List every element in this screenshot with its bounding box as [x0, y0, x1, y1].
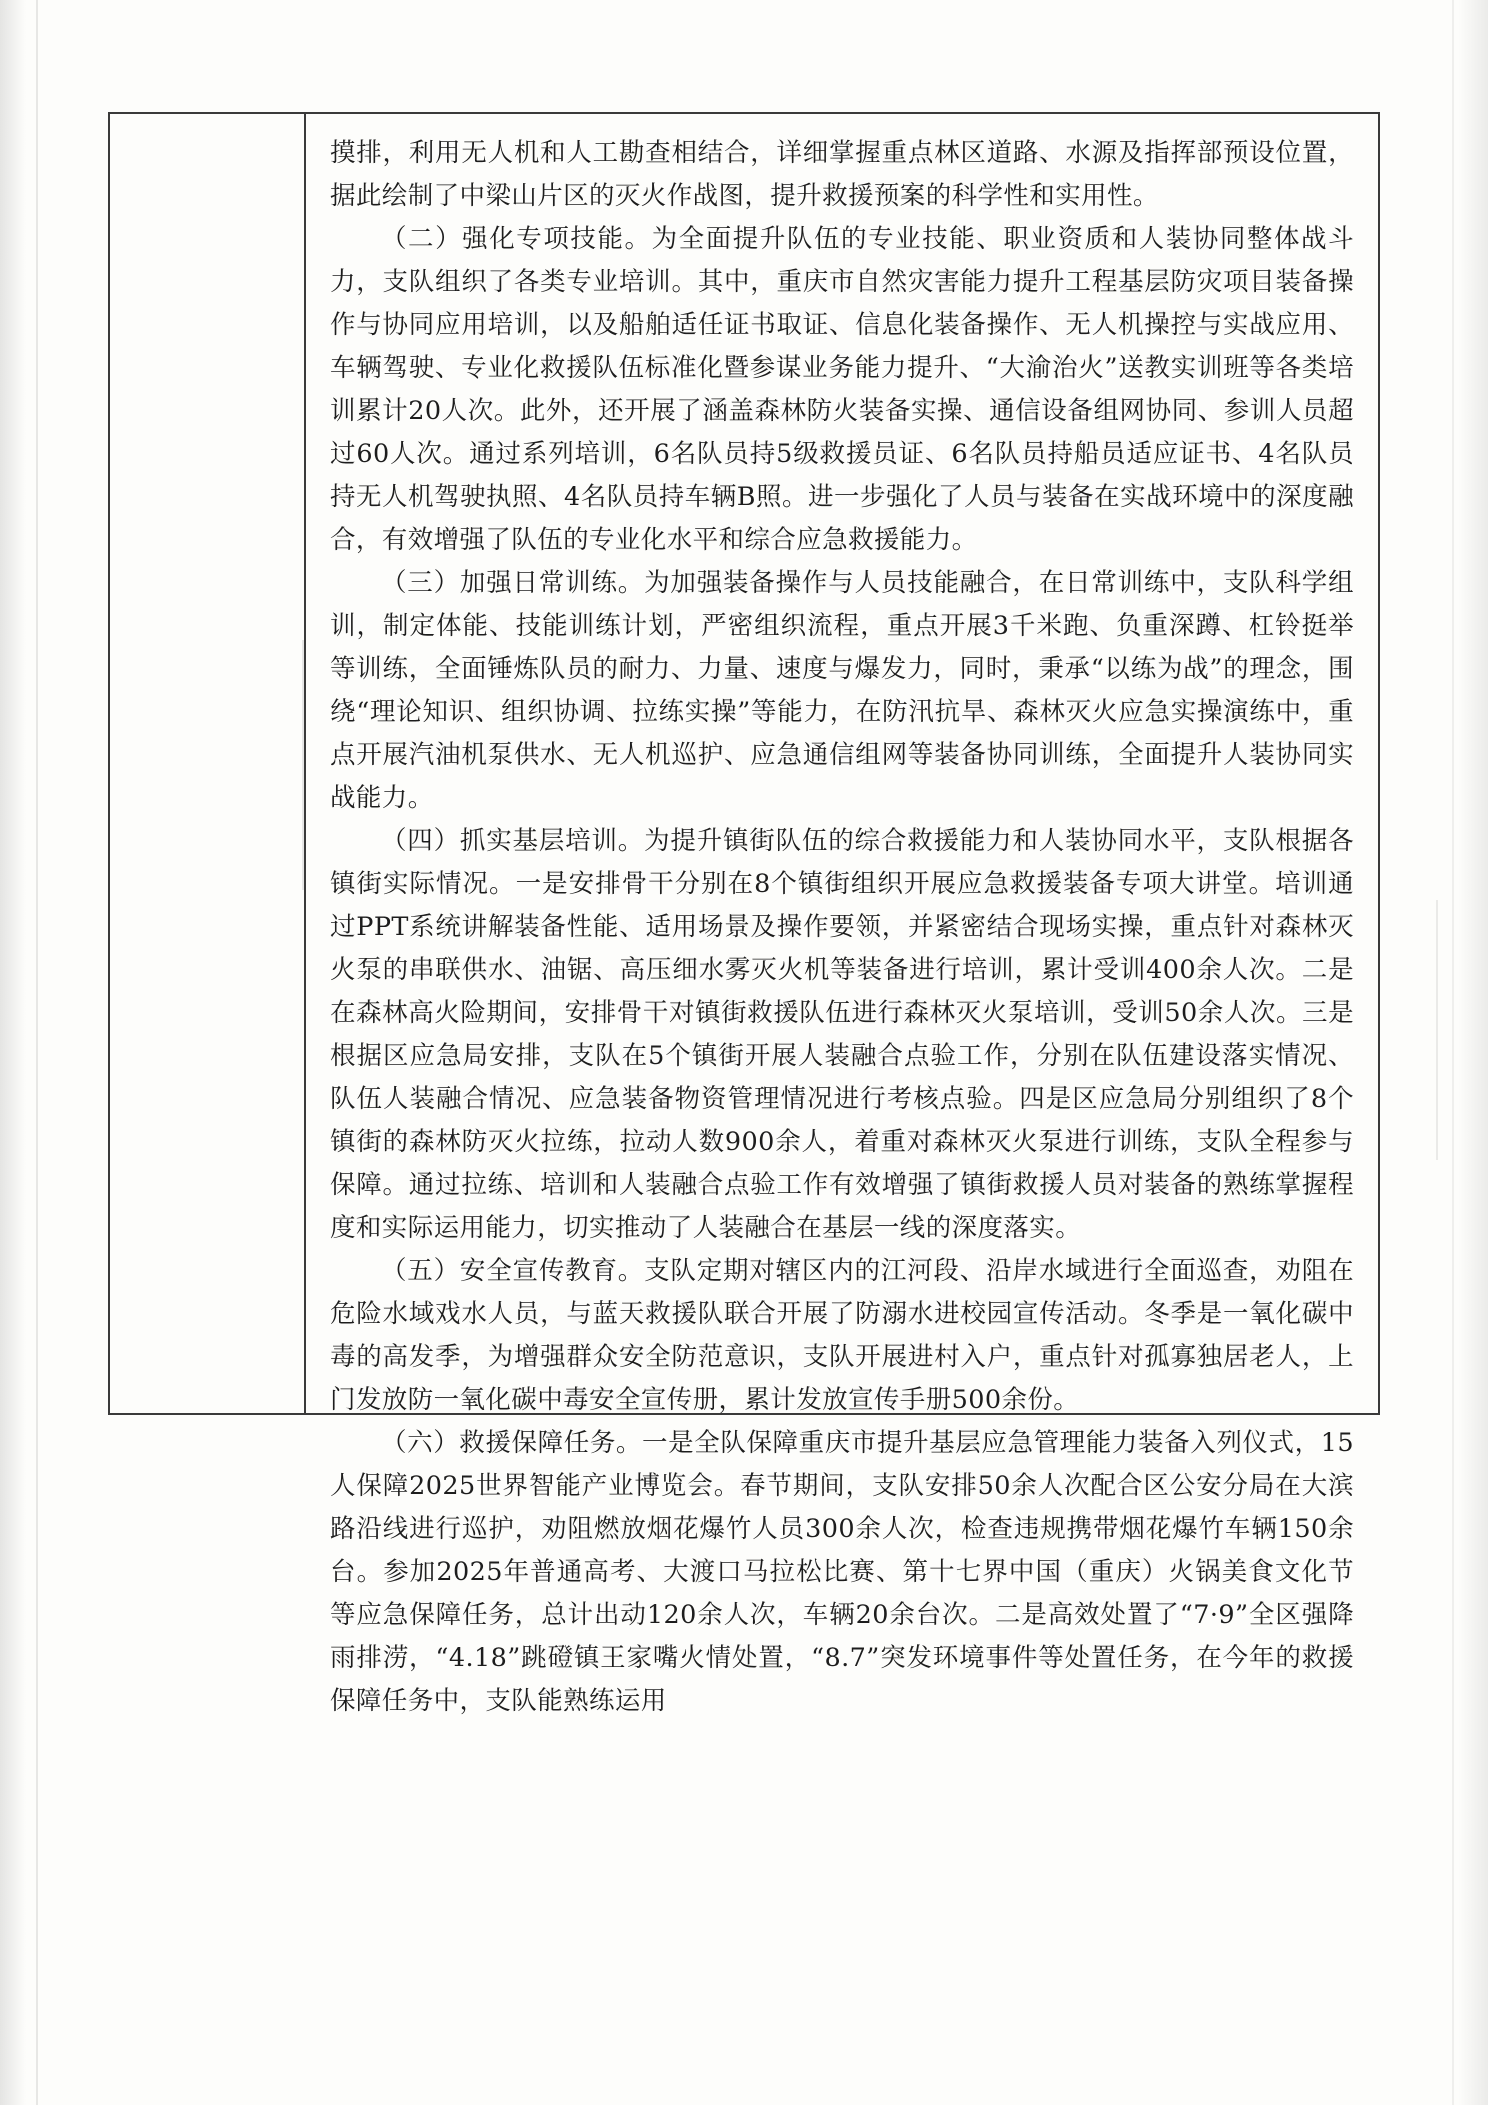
paragraph: （四）抓实基层培训。为提升镇街队伍的综合救援能力和人装协同水平，支队根据各镇街实际情况。一是安排骨干分别在8个镇街组织开展应急救援装备专项大讲堂。培训通过PPT系统讲解装备性能、适用场景及操作要领，并紧密结合现场实操，重点针对森林灭火泵的串联供水、油锯、高压细水雾灭火机等装备进行培训，累计受训400余人次。二是在森林高火险期间，安排骨干对镇街救援队伍进行森林灭火泵培训，受训50余人次。三是根据区应急局安排，支队在5个镇街开展人装融合点验工作，分别在队伍建设落实情况、队伍人装融合情况、应急装备物资管理情况进行考核点验。四是区应急局分别组织了8个镇街的森林防灭火拉练，拉动人数900余人，着重对森林灭火泵进行训练，支队全程参与保障。通过拉练、培训和人装融合点验工作有效增强了镇街救援人员对装备的熟练掌握程度和实际运用能力，切实推动了人装融合在基层一线的深度落实。	[330, 826, 1354, 1243]
document-body	[330, 132, 1354, 1723]
main-content-cell	[306, 114, 1378, 1716]
paragraph: （六）救援保障任务。一是全队保障重庆市提升基层应急管理能力装备入列仪式，15人保障2025世界智能产业博览会。春节期间，支队安排50余人次配合区公安分局在大滨路沿线进行巡护，劝阻燃放烟花爆竹人员300余人次，检查违规携带烟花爆竹车辆150余台。参加2025年普通高考、大渡口马拉松比赛、第十七界中国（重庆）火锅美食文化节等应急保障任务，总计出动120余人次，车辆20余台次。二是高效处置了“7·9”全区强降雨排涝，“4.18”跳磴镇王家嘴火情处置，“8.7”突发环境事件等处置任务，在今年的救援保障任务中，支队能熟练运用	[330, 1428, 1354, 1716]
table-left-column	[110, 114, 306, 1413]
scan-streak	[1452, 0, 1454, 2105]
paragraph: 摸排，利用无人机和人工勘查相结合，详细掌握重点林区道路、水源及指挥部预设位置，据此绘制了中梁山片区的灭火作战图，提升救援预案的科学性和实用性。	[330, 138, 1354, 211]
scan-streak	[1436, 900, 1438, 1160]
scan-edge-shadow-right	[1458, 0, 1488, 2105]
paragraph: （三）加强日常训练。为加强装备操作与人员技能融合，在日常训练中，支队科学组训，制定体能、技能训练计划，严密组织流程，重点开展3千米跑、负重深蹲、杠铃挺举等训练，全面锤炼队员的耐力、力量、速度与爆发力，同时，秉承“以练为战”的理念，围绕“理论知识、组织协调、拉练实操”等能力，在防汛抗旱、森林灭火应急实操演练中，重点开展汽油机泵供水、无人机巡护、应急通信组网等装备协同训练，全面提升人装协同实战能力。	[330, 568, 1354, 813]
scan-edge-shadow-left	[0, 0, 26, 2105]
paragraph: （五）安全宣传教育。支队定期对辖区内的江河段、沿岸水域进行全面巡查，劝阻在危险水域戏水人员，与蓝天救援队联合开展了防溺水进校园宣传活动。冬季是一氧化碳中毒的高发季，为增强群众安全防范意识，支队开展进村入户，重点针对孤寡独居老人，上门发放防一氧化碳中毒安全宣传册，累计发放宣传手册500余份。	[330, 1256, 1354, 1415]
scan-streak	[36, 0, 38, 2105]
paragraph: （二）强化专项技能。为全面提升队伍的专业技能、职业资质和人装协同整体战斗力，支队组织了各类专业培训。其中，重庆市自然灾害能力提升工程基层防灾项目装备操作与协同应用培训，以及船舶适任证书取证、信息化装备操作、无人机操控与实战应用、车辆驾驶、专业化救援队伍标准化暨参谋业务能力提升、“大渝治火”送教实训班等各类培训累计20人次。此外，还开展了涵盖森林防火装备实操、通信设备组网协同、参训人员超过60人次。通过系列培训，6名队员持5级救援员证、6名队员持船员适应证书、4名队员持无人机驾驶执照、4名队员持车辆B照。进一步强化了人员与装备在实战环境中的深度融合，有效增强了队伍的专业化水平和综合应急救援能力。	[330, 224, 1354, 555]
document-table-frame	[108, 112, 1380, 1716]
